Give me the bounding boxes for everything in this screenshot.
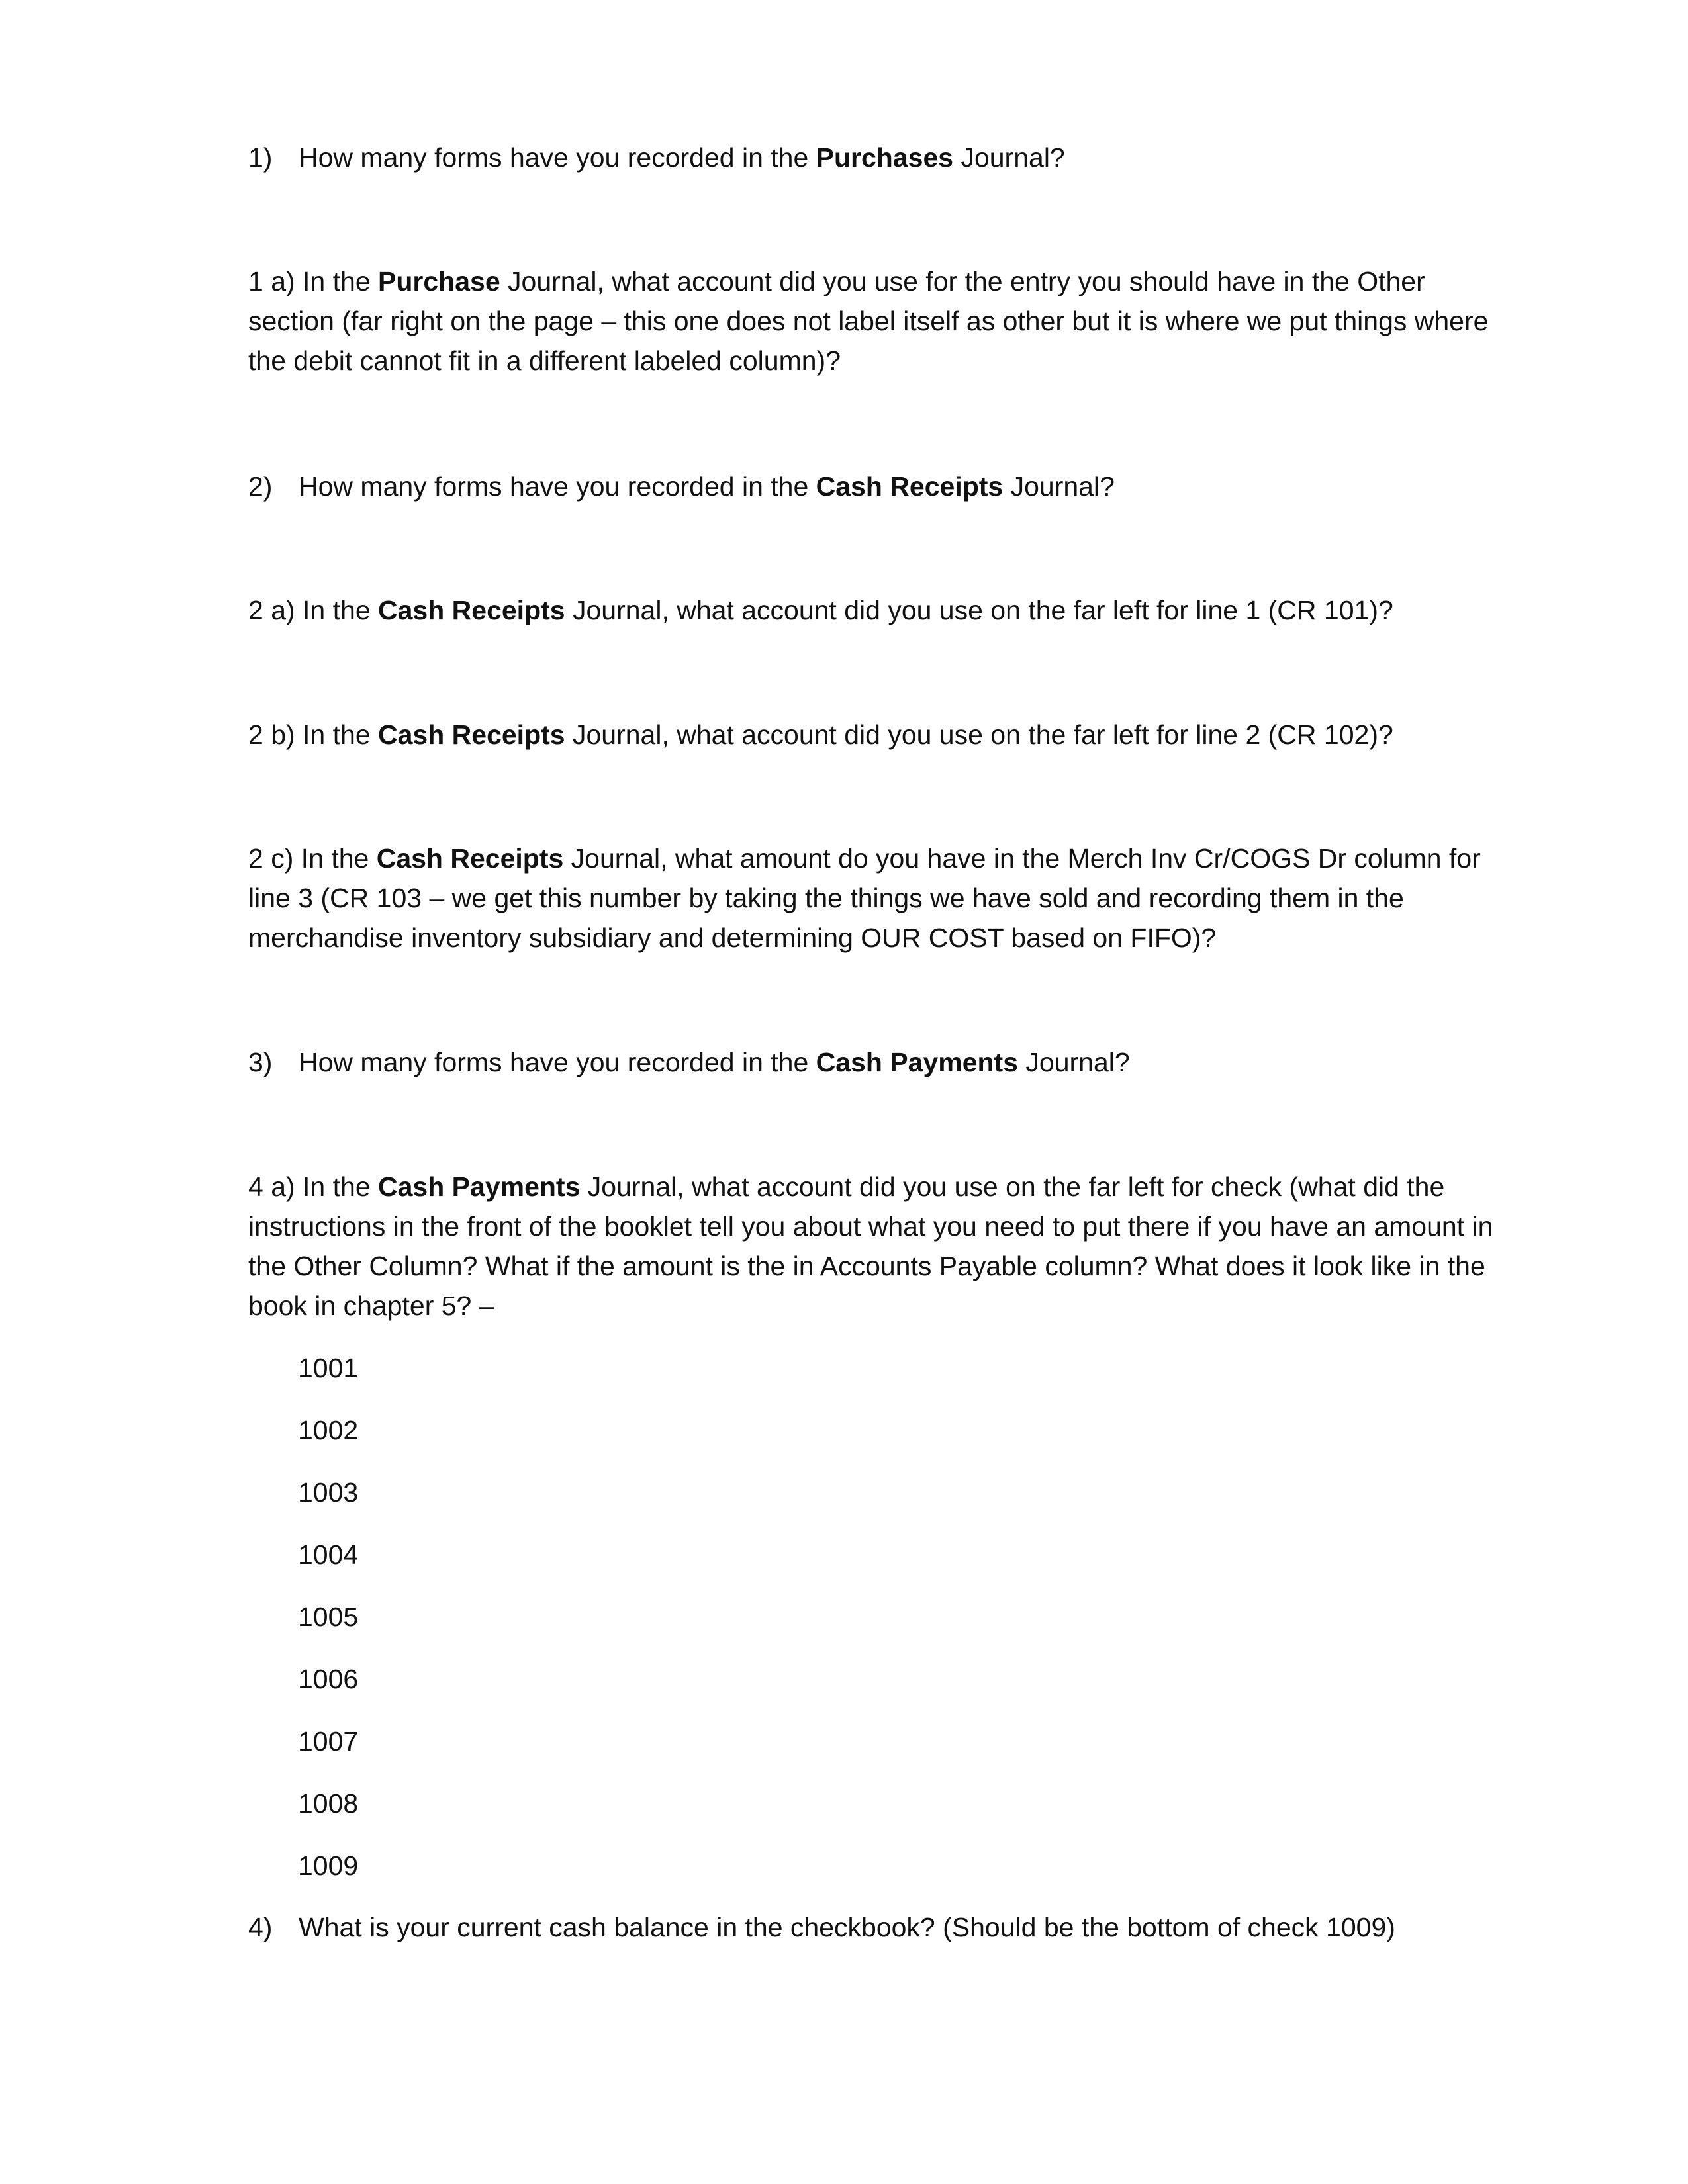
question-4a: 4 a) In the Cash Payments Journal, what account did you use on the far left for check (what did the instructions in the front of the booklet tell you about what you need to put there if you have an amount in the Other Column? What if the amount is the in Accounts Payable column? What does it look like in the book in chapter 5? – [248,1171,1493,1321]
question-4: 4) What is your current cash balance in the checkbook? (Should be the bottom of check 1009) [248,1907,1499,1947]
check-number: 1004 [298,1539,359,1570]
journal-name: Purchase [378,266,500,296]
question-number: 3) [248,1047,273,1077]
check-number: 1007 [298,1726,359,1756]
journal-name: Cash Receipts [378,719,565,750]
check-number: 1001 [298,1353,359,1383]
question-number: 4) [248,1912,273,1942]
question-number: 1) [248,142,273,173]
journal-name: Cash Receipts [816,471,1004,502]
question-1: 1) How many forms have you recorded in the Purchases Journal? [248,138,1499,177]
journal-name: Purchases [816,142,954,173]
journal-name: Cash Payments [816,1047,1019,1077]
journal-name: Cash Receipts [376,843,564,874]
check-number: 1006 [298,1664,359,1694]
check-number: 1002 [298,1415,359,1445]
question-2: 2) How many forms have you recorded in the Cash Receipts Journal? [248,467,1499,506]
question-1a: 1 a) In the Purchase Journal, what account did you use for the entry you should have in the Other section (far right on the page – this one does not label itself as other but it is where we put things where the debit cannot fit in a different labeled column)? [248,266,1489,376]
question-2b: 2 b) In the Cash Receipts Journal, what account did you use on the far left for line 2 (CR 102)? [248,719,1393,750]
question-3: 3) How many forms have you recorded in the Cash Payments Journal? [248,1042,1499,1082]
question-2a: 2 a) In the Cash Receipts Journal, what account did you use on the far left for line 1 (CR 101)? [248,595,1393,625]
check-number: 1009 [298,1850,359,1881]
journal-name: Cash Receipts [378,595,565,625]
check-number: 1003 [298,1477,359,1508]
check-number: 1008 [298,1788,359,1819]
check-number: 1005 [298,1602,359,1632]
question-2c: 2 c) In the Cash Receipts Journal, what amount do you have in the Merch Inv Cr/COGS Dr column for line 3 (CR 103 – we get this number by taking the things we have sold and recording them in the merchandise inventory subsidiary and determining OUR COST based on FIFO)? [248,843,1481,953]
question-number: 2) [248,471,273,502]
journal-name: Cash Payments [378,1171,581,1202]
